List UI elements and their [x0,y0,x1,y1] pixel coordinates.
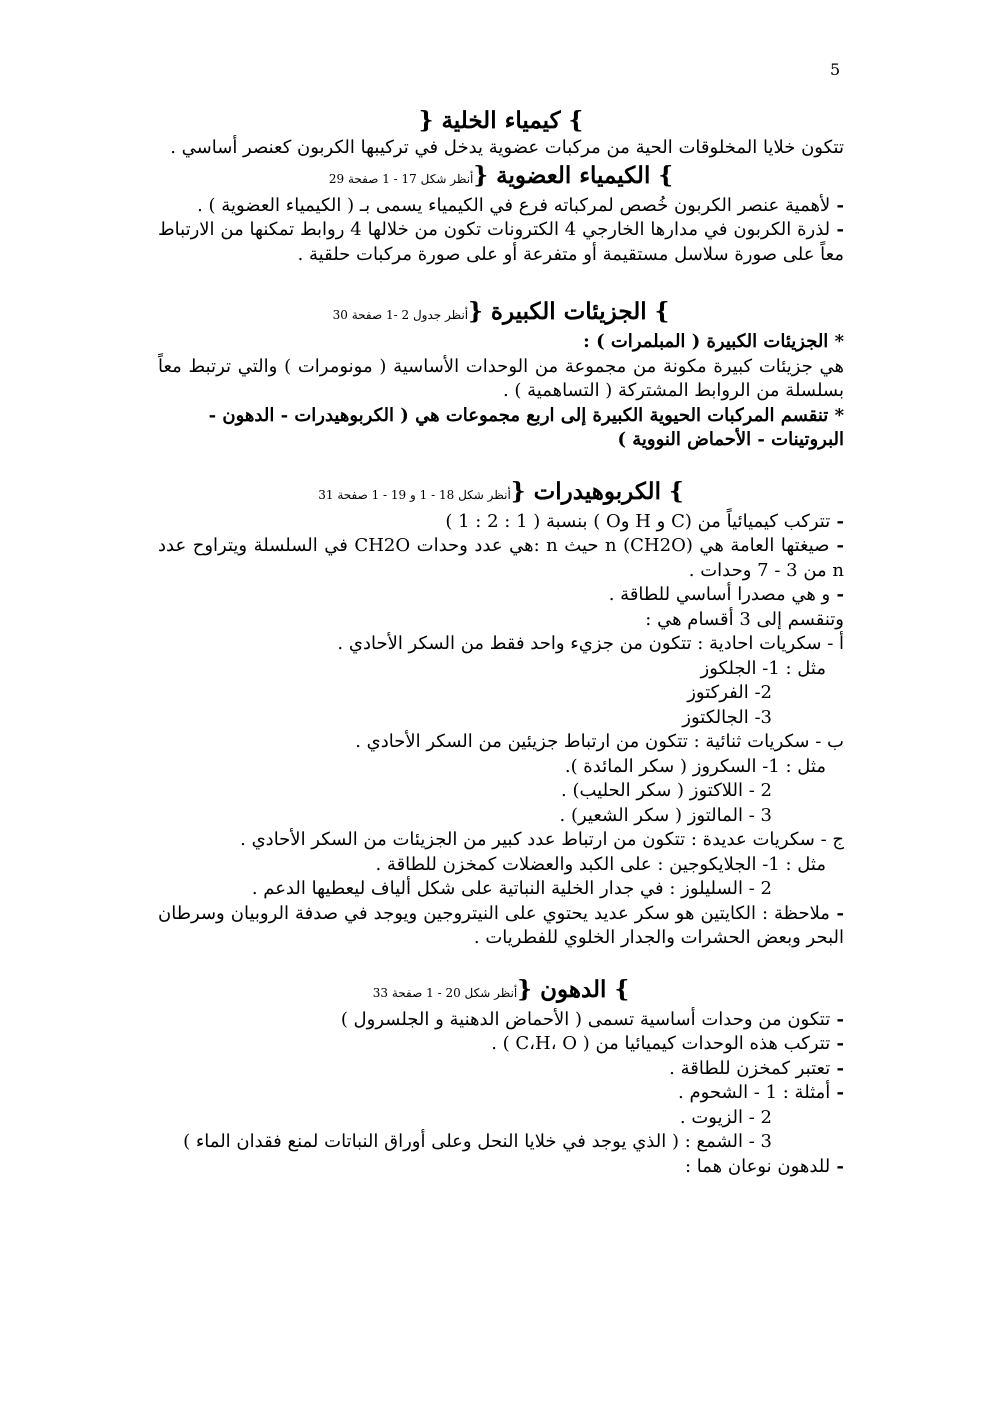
list-item-text: أمثلة : 1 - الشحوم . [678,1082,831,1103]
list-item: - تتركب كيميائياً من (C و H وO ) بنسبة ( 1 : 2 : 1 ) [445,510,844,532]
figure-reference: أنظر شكل 18 - 1 و 19 - 1 صفحة 31 [318,487,511,502]
example-item: 3 - المالتوز ( سكر الشعير) . [559,804,772,826]
figure-reference: أنظر شكل 17 - 1 صفحة 29 [328,171,474,186]
list-item: - لذرة الكربون في مدارها الخارجي 4 الكترونات تكون من خلالها 4 روابط تمكنها من الارتباط معاً على صورة سلاسل مستقيمة أو متفرعة أو على صورة مركبات حلقية . [158,219,844,265]
figure-reference: أنظر شكل 20 - 1 صفحة 33 [372,985,518,1000]
note: - ملاحظة : الكايتين هو سكر عديد يحتوي على النيتروجين ويوجد في صدفة الروبيان وسرطان البحر وبعض الحشرات والجدار الخلوي للفطريات . [158,902,844,948]
category-title: ج - سكريات عديدة : تتكون من ارتباط عدد كبير من الجزيئات من السكر الأحادي . [240,829,844,850]
list-item: - صيغتها العامة هي n (CH2O) حيث n :هي عدد وحدات CH2O في السلسلة ويتراوح عدد n من 3 - 7 وحدات . [158,535,844,581]
subheading: * الجزيئات الكبيرة ( المبلمرات ) : [583,331,844,352]
example-item: 3- الجالكتوز [682,706,772,728]
list-item: - للدهون نوعان هما : [684,1155,844,1177]
paragraph: هي جزيئات كبيرة مكونة من مجموعة من الوحدات الأساسية ( مونومرات ) والتي ترتبط معاً بسلسلة من الروابط المشتركة ( التساهمية ) . [158,355,844,401]
section-heading-lipids [158,975,844,1008]
section-title-macromolecules: } الجزيئات الكبيرة { [468,298,670,325]
list-item: - تتركب هذه الوحدات كيميائيا من ( C،H، O ) . [491,1033,844,1054]
example-item: مثل : 1- الجلايكوجين : على الكبد والعضلات كمخزن للطاقة . [375,853,826,875]
list-item-text: لأهمية عنصر الكربون خُصص لمركباته فرع في الكيمياء يسمى بـ ( الكيمياء العضوية ) . [197,194,831,216]
list-item-text: تعتبر كمخزن للطاقة . [669,1057,831,1079]
list-item-text: صيغتها العامة هي n (CH2O) حيث n :هي عدد وحدات CH2O في السلسلة ويتراوح عدد n من 3 - 7 وحدات . [158,535,844,581]
example-item: 2 - السليلوز : في جدار الخلية النباتية على شكل ألياف ليعطيها الدعم . [251,878,772,899]
paragraph: تتكون خلايا المخلوقات الحية من مركبات عضوية يدخل في تركيبها الكربون كعنصر أساسي . [170,137,844,158]
list-item: - لأهمية عنصر الكربون خُصص لمركباته فرع في الكيمياء يسمى بـ ( الكيمياء العضوية ) . [197,194,844,216]
category-title: أ - سكريات احادية : تتكون من جزيء واحد فقط من السكر الأحادي . [337,633,844,654]
list-item-text: لذرة الكربون في مدارها الخارجي 4 الكترونات تكون من خلالها 4 روابط تمكنها من الارتباط معاً على صورة سلاسل مستقيمة أو متفرعة أو على صورة مركبات حلقية . [158,219,844,265]
section-heading-macromolecules [158,297,844,330]
note-text: ملاحظة : الكايتين هو سكر عديد يحتوي على النيتروجين ويوجد في صدفة الروبيان وسرطان البحر وبعض الحشرات والجدار الخلوي للفطريات . [158,902,844,948]
list-item-text: للدهون نوعان هما : [684,1155,831,1177]
section-title-lipids: } الدهون { [517,975,630,1003]
list-item-text: تتركب كيميائياً من (C و H وO ) بنسبة ( 1 : 2 : 1 ) [445,510,831,532]
paragraph-bold: البروتينات - الأحماض النووية ) [617,429,844,450]
list-item: - تتكون من وحدات أساسية تسمى ( الأحماض الدهنية و الجلسرول ) [340,1008,844,1030]
example-item: 2- الفركتوز [687,682,772,703]
section-title-carbohydrates: } الكربوهيدرات { [510,477,684,505]
list-item-text: تتكون من وحدات أساسية تسمى ( الأحماض الدهنية و الجلسرول ) [340,1008,831,1030]
list-item: - و هي مصدرا أساسي للطاقة . [608,584,844,605]
section-heading-carbohydrates [158,477,844,510]
example-item: 2 - الزيوت . [679,1106,772,1128]
paragraph: وتنقسم إلى 3 أقسام هي : [645,608,844,630]
table-reference: أنظر جدول 2 -1 صفحة 30 [332,308,469,322]
section-title-cell-chemistry: } كيمياء الخلية { [418,107,584,134]
section-title-organic-chemistry: } الكيمياء العضوية { [473,161,674,189]
page-number: 5 [830,60,841,79]
section-heading-organic-chemistry [158,161,844,194]
list-item-text: و هي مصدرا أساسي للطاقة . [608,584,831,605]
list-item: - أمثلة : 1 - الشحوم . [678,1082,844,1103]
category-title: ب - سكريات ثنائية : تتكون من ارتباط جزيئين من السكر الأحادي . [355,731,844,752]
example-item: مثل : 1- الجلكوز [700,657,826,679]
list-item-text: تتركب هذه الوحدات كيميائيا من ( C،H، O ) . [491,1033,831,1054]
example-item: مثل : 1- السكروز ( سكر المائدة ). [564,755,826,777]
example-item: 3 - الشمع : ( الذي يوجد في خلايا النحل وعلى أوراق النباتات لمنع فقدان الماء ) [183,1131,772,1152]
document-body [158,106,844,1179]
list-item: - تعتبر كمخزن للطاقة . [669,1057,844,1079]
paragraph-bold: * تنقسم المركبات الحيوية الكبيرة إلى اربع مجموعات هي ( الكربوهيدرات - الدهون - [208,404,844,426]
example-item: 2 - اللاكتوز ( سكر الحليب) . [561,780,772,801]
